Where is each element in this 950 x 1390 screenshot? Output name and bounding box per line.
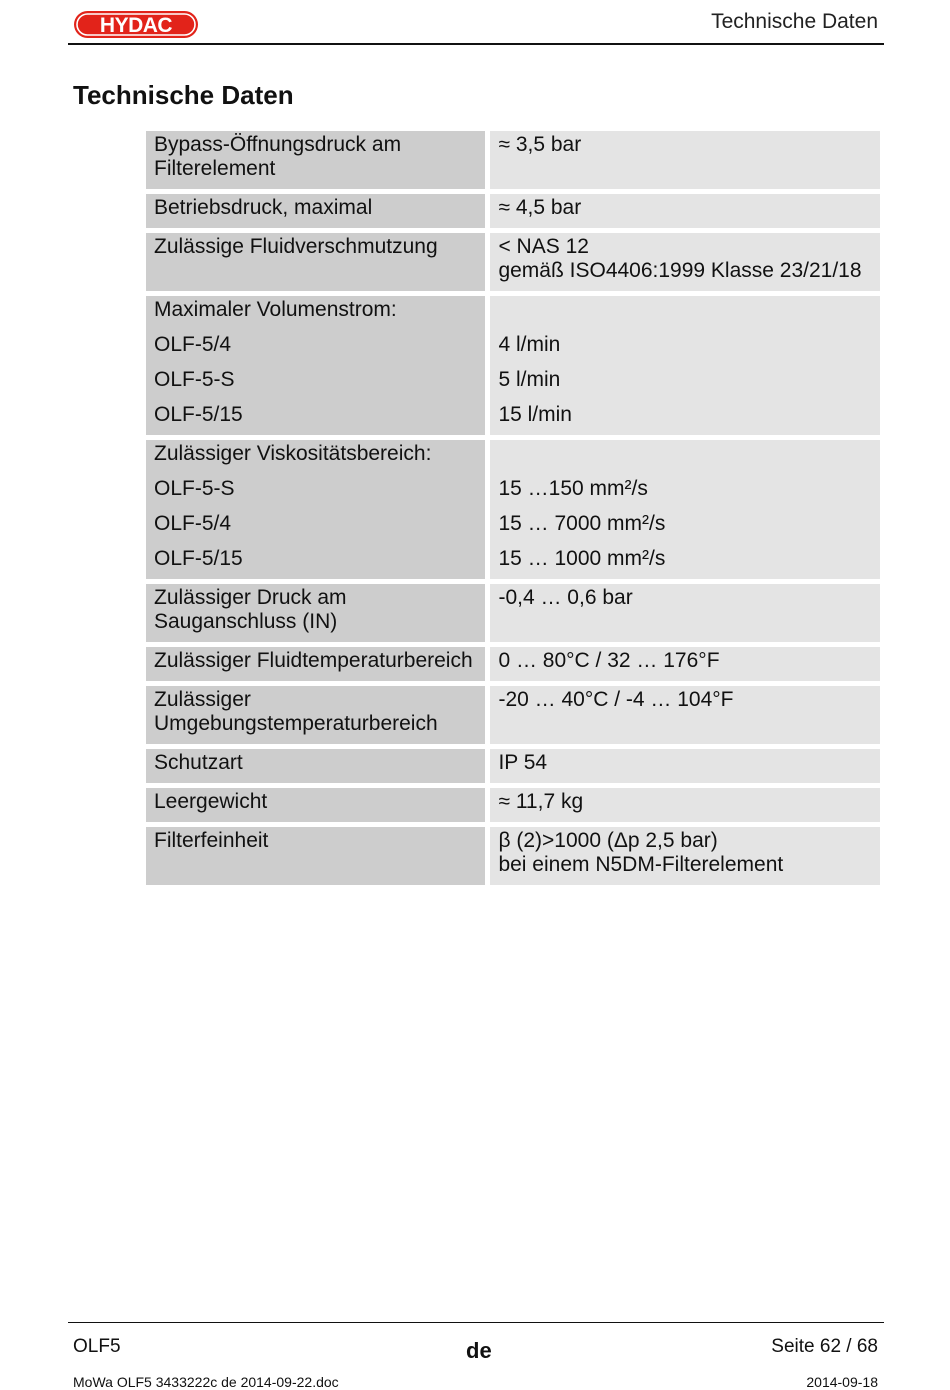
row-label-line: Zulässiger Fluidtemperaturbereich [154, 649, 473, 672]
row-value-cell [490, 827, 880, 885]
row-label-cell [146, 749, 485, 783]
row-label-line: Sauganschluss (IN) [154, 610, 338, 633]
row-value-line: 0 … 80°C / 32 … 176°F [498, 649, 720, 672]
row-label-line: Zulässige Fluidverschmutzung [154, 235, 438, 258]
row-value-line: -20 … 40°C / -4 … 104°F [498, 688, 734, 711]
table-row [146, 194, 880, 228]
hydac-logo [73, 10, 199, 39]
row-label-cell [146, 296, 485, 435]
footer-page-number: Seite 62 / 68 [771, 1336, 878, 1357]
row-label-cell [146, 584, 485, 642]
row-label-line: Leergewicht [154, 790, 268, 813]
row-value-cell [490, 686, 880, 744]
row-value-line: IP 54 [498, 751, 548, 774]
row-value-line: ≈ 11,7 kg [498, 790, 584, 813]
row-value-line [498, 298, 872, 322]
footer-date: 2014-09-18 [806, 1374, 878, 1390]
row-value-cell [490, 788, 880, 822]
row-label-line: OLF-5/15 [154, 403, 243, 426]
table-row [146, 584, 880, 642]
technical-data-table [146, 126, 880, 890]
row-label-line: Filterelement [154, 157, 276, 180]
row-label-line: Bypass-Öffnungsdruck am [154, 133, 402, 156]
row-value-line: 4 l/min [498, 333, 561, 356]
row-label-line: Umgebungstemperaturbereich [154, 712, 438, 735]
row-value-line: gemäß ISO4406:1999 Klasse 23/21/18 [498, 259, 862, 282]
row-value-line: ≈ 3,5 bar [498, 133, 582, 156]
row-label-line: Zulässiger Druck am [154, 586, 347, 609]
row-value-line: 15 … 7000 mm²/s [498, 512, 666, 535]
row-value-cell [490, 749, 880, 783]
row-label-line: OLF-5-S [154, 368, 235, 391]
table-row [146, 827, 880, 885]
row-value-line: 15 … 1000 mm²/s [498, 547, 666, 570]
logo-text: HYDAC [99, 14, 173, 37]
row-value-cell [490, 440, 880, 579]
row-label-cell [146, 647, 485, 681]
row-value-line: -0,4 … 0,6 bar [498, 586, 633, 609]
row-value-line: 15 l/min [498, 403, 572, 426]
row-label-cell [146, 440, 485, 579]
row-label-cell [146, 686, 485, 744]
row-label-line: Schutzart [154, 751, 243, 774]
row-label-cell [146, 194, 485, 228]
row-value-cell [490, 233, 880, 291]
row-value-line: β (2)>1000 (Δp 2,5 bar) [498, 829, 718, 852]
row-value-line: ≈ 4,5 bar [498, 196, 582, 219]
row-label-line: OLF-5/4 [154, 333, 232, 356]
row-value-line: < NAS 12 [498, 235, 589, 258]
header-divider [68, 43, 884, 45]
row-label-line: Zulässiger [154, 688, 251, 711]
row-value-line: 15 …150 mm²/s [498, 477, 648, 500]
table-row [146, 749, 880, 783]
row-value-cell [490, 584, 880, 642]
row-value-cell [490, 296, 880, 435]
row-value-line: bei einem N5DM-Filterelement [498, 853, 784, 876]
row-value-cell [490, 194, 880, 228]
header-title: Technische Daten [711, 10, 878, 33]
row-label-cell [146, 131, 485, 189]
row-label-line: Betriebsdruck, maximal [154, 196, 373, 219]
table-row [146, 788, 880, 822]
row-label-line: Zulässiger Viskositätsbereich: [154, 442, 432, 465]
row-label-line: OLF-5/15 [154, 547, 243, 570]
row-value-cell [490, 131, 880, 189]
table-row [146, 233, 880, 291]
row-label-cell [146, 788, 485, 822]
row-value-cell [490, 647, 880, 681]
table-row [146, 686, 880, 744]
row-label-line: Filterfeinheit [154, 829, 269, 852]
row-value-line [498, 442, 872, 466]
table-row [146, 131, 880, 189]
table-row [146, 296, 880, 435]
row-label-cell [146, 233, 485, 291]
table-row [146, 440, 880, 579]
row-value-line: 5 l/min [498, 368, 561, 391]
footer-language: de [466, 1338, 492, 1363]
table-row [146, 647, 880, 681]
row-label-line: OLF-5-S [154, 477, 235, 500]
row-label-cell [146, 827, 485, 885]
page-title: Technische Daten [73, 80, 294, 110]
row-label-line: Maximaler Volumenstrom: [154, 298, 397, 321]
row-label-line: OLF-5/4 [154, 512, 232, 535]
footer-document-name: MoWa OLF5 3433222c de 2014-09-22.doc [73, 1374, 339, 1390]
footer-divider [68, 1322, 884, 1323]
footer-product: OLF5 [73, 1336, 121, 1357]
